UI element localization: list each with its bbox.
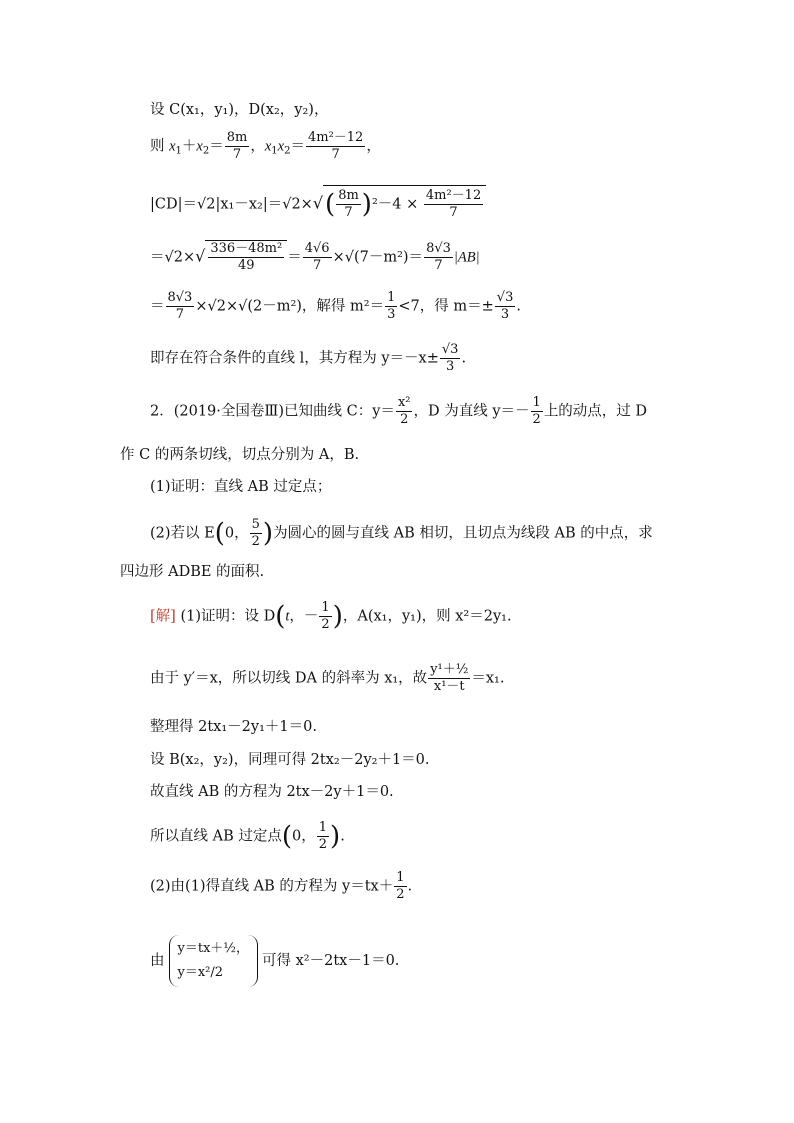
text-line: 作 C 的两条切线，切点分别为 A，B. — [120, 447, 360, 463]
text-line: ＝ $\frac{8√3}{7}$ ×√2×√(2－m²)，解得 m²＝ $\frac{1}{3}$ <7，得 m＝± $\frac{√3}{3}$ . — [150, 290, 521, 322]
solution-line: [解] (1)证明：设 D(t，－ $\frac{1}{2}$ )，A(x₁，y₁)，则 x²＝2y₁. — [150, 600, 512, 632]
solution-line: 由 y＝tx＋½， y＝x²/2 可得 x²－2tx－1＝0. — [150, 935, 399, 987]
solution-line: 由于 y′＝x，所以切线 DA 的斜率为 x₁，故 $\frac{\text{y¹＋½}}{\text{x¹－t}}$ ＝x₁. — [150, 662, 505, 694]
fraction: $\frac{\text{4m²－12}}{7}$ — [307, 130, 364, 162]
solution-line: 所以直线 AB 过定点(0， $\frac{1}{2}$ ). — [150, 820, 345, 852]
solution-line: 故直线 AB 的方程为 2tx－2y＋1＝0. — [150, 784, 394, 800]
question-2-part-1: (1)证明：直线 AB 过定点； — [150, 479, 332, 495]
solution-line: 设 B(x₂，y₂)，同理可得 2tx₂－2y₂＋1＝0. — [150, 752, 430, 768]
equation-system: y＝tx＋½， y＝x²/2 — [169, 935, 259, 987]
text-line: 则 $x_1+x_2=$ $\frac{8m}{7}$ ，$x_1x_2=$ $\frac{\text{4m²－12}}{7}$ ， — [150, 130, 381, 162]
text-line: ＝√2×√ $\frac{\text{336－48m²}}{49}$ ＝ $\frac{4√6}{7}$ ×√(7－m²)＝ $\frac{8√3}{7}$ |AB| — [150, 241, 480, 273]
text-line: 四边形 ADBE 的面积. — [120, 564, 265, 580]
question-2-stem: 2．(2019·全国卷Ⅲ)已知曲线 C：y＝ $\frac{\text{x²}}{2}$ ，D 为直线 y＝－ $\frac{1}{2}$ 上的动点，过 D — [150, 395, 648, 427]
text: 则 — [150, 138, 165, 155]
solution-line: (2)由(1)得直线 AB 的方程为 y＝tx＋ $\frac{1}{2}$ . — [150, 870, 413, 902]
solution-line: 整理得 2tx₁－2y₁＋1＝0. — [150, 719, 317, 735]
text-line: |CD|＝√2|x₁－x₂|＝√2×√( $\frac{8m}{7}$ )²－4 × $\frac{\text{4m²－12}}{7}$ — [150, 185, 486, 221]
text-line: 设 C(x₁，y₁)，D(x₂，y₂)， — [150, 102, 329, 118]
text-line: 即存在符合条件的直线 l，其方程为 y＝－x± $\frac{√3}{3}$ . — [150, 342, 467, 374]
fraction: $\frac{8m}{7}$ — [226, 130, 248, 162]
solution-tag: [解] — [150, 608, 176, 625]
question-2-part-2: (2)若以 E(0， $\frac{5}{2}$ )为圆心的圆与直线 AB 相切，且切点为线段 AB 的中点，求 — [150, 517, 653, 549]
